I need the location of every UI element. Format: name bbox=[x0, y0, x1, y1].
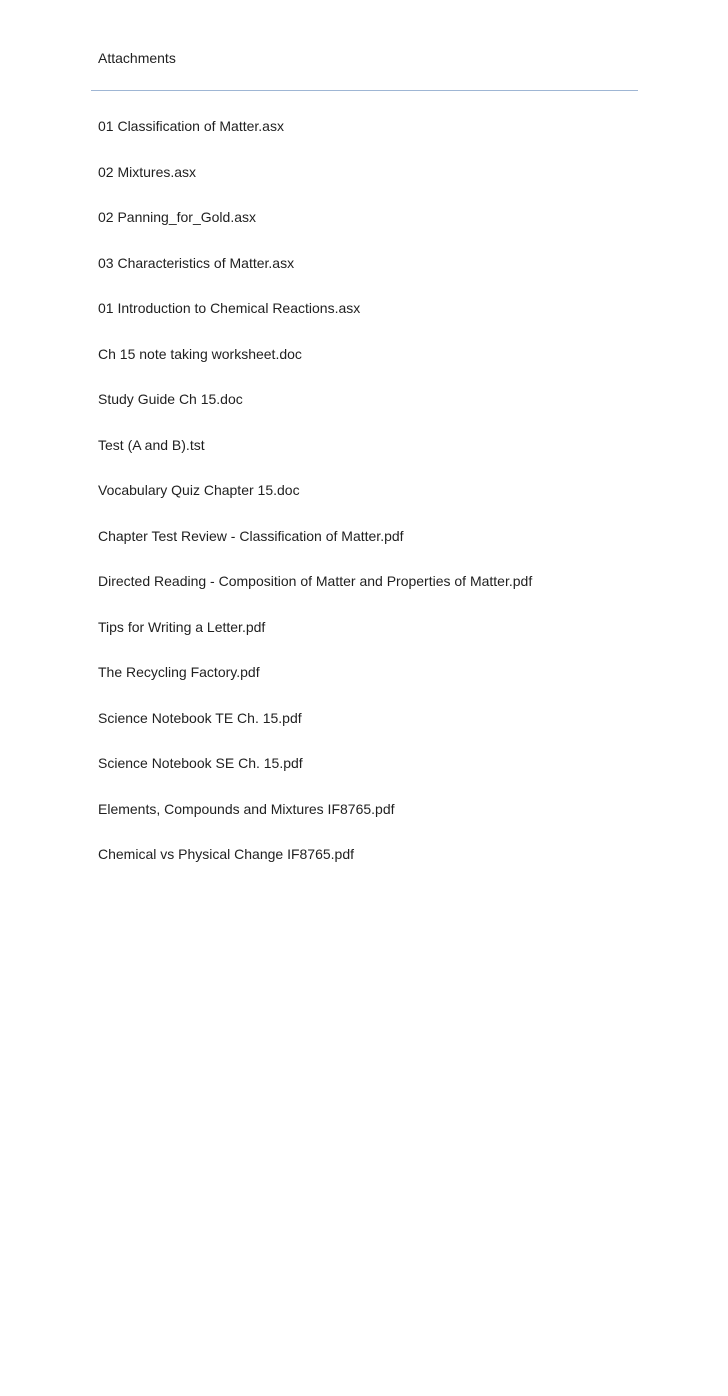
attachment-item[interactable]: Directed Reading - Composition of Matter and Properties of Matter.pdf bbox=[98, 573, 533, 589]
attachment-item[interactable]: Elements, Compounds and Mixtures IF8765.pdf bbox=[98, 800, 395, 817]
attachment-item[interactable]: Ch 15 note taking worksheet.doc bbox=[98, 345, 302, 362]
attachment-list bbox=[98, 116, 532, 890]
attachment-item[interactable]: Study Guide Ch 15.doc bbox=[98, 391, 243, 407]
attachments-heading: Attachments bbox=[98, 50, 176, 66]
attachment-item[interactable]: Tips for Writing a Letter.pdf bbox=[98, 618, 266, 635]
attachment-item[interactable]: The Recycling Factory.pdf bbox=[98, 664, 260, 680]
attachment-item[interactable]: 02 Mixtures.asx bbox=[98, 163, 197, 180]
attachment-item[interactable]: Test (A and B).tst bbox=[98, 436, 205, 453]
attachment-item[interactable]: Chemical vs Physical Change IF8765.pdf bbox=[98, 846, 355, 862]
attachment-item[interactable]: Vocabulary Quiz Chapter 15.doc bbox=[98, 482, 300, 498]
attachment-item[interactable]: Chapter Test Review - Classification of Matter.pdf bbox=[98, 527, 404, 544]
attachment-item[interactable]: Science Notebook TE Ch. 15.pdf bbox=[98, 709, 302, 726]
attachment-item[interactable]: Science Notebook SE Ch. 15.pdf bbox=[98, 755, 303, 771]
attachment-item[interactable]: 03 Characteristics of Matter.asx bbox=[98, 254, 295, 271]
attachment-item[interactable]: 01 Classification of Matter.asx bbox=[98, 118, 284, 134]
heading-divider bbox=[91, 90, 638, 91]
attachment-item[interactable]: 01 Introduction to Chemical Reactions.asx bbox=[98, 300, 361, 316]
attachment-item[interactable]: 02 Panning_for_Gold.asx bbox=[98, 209, 256, 225]
